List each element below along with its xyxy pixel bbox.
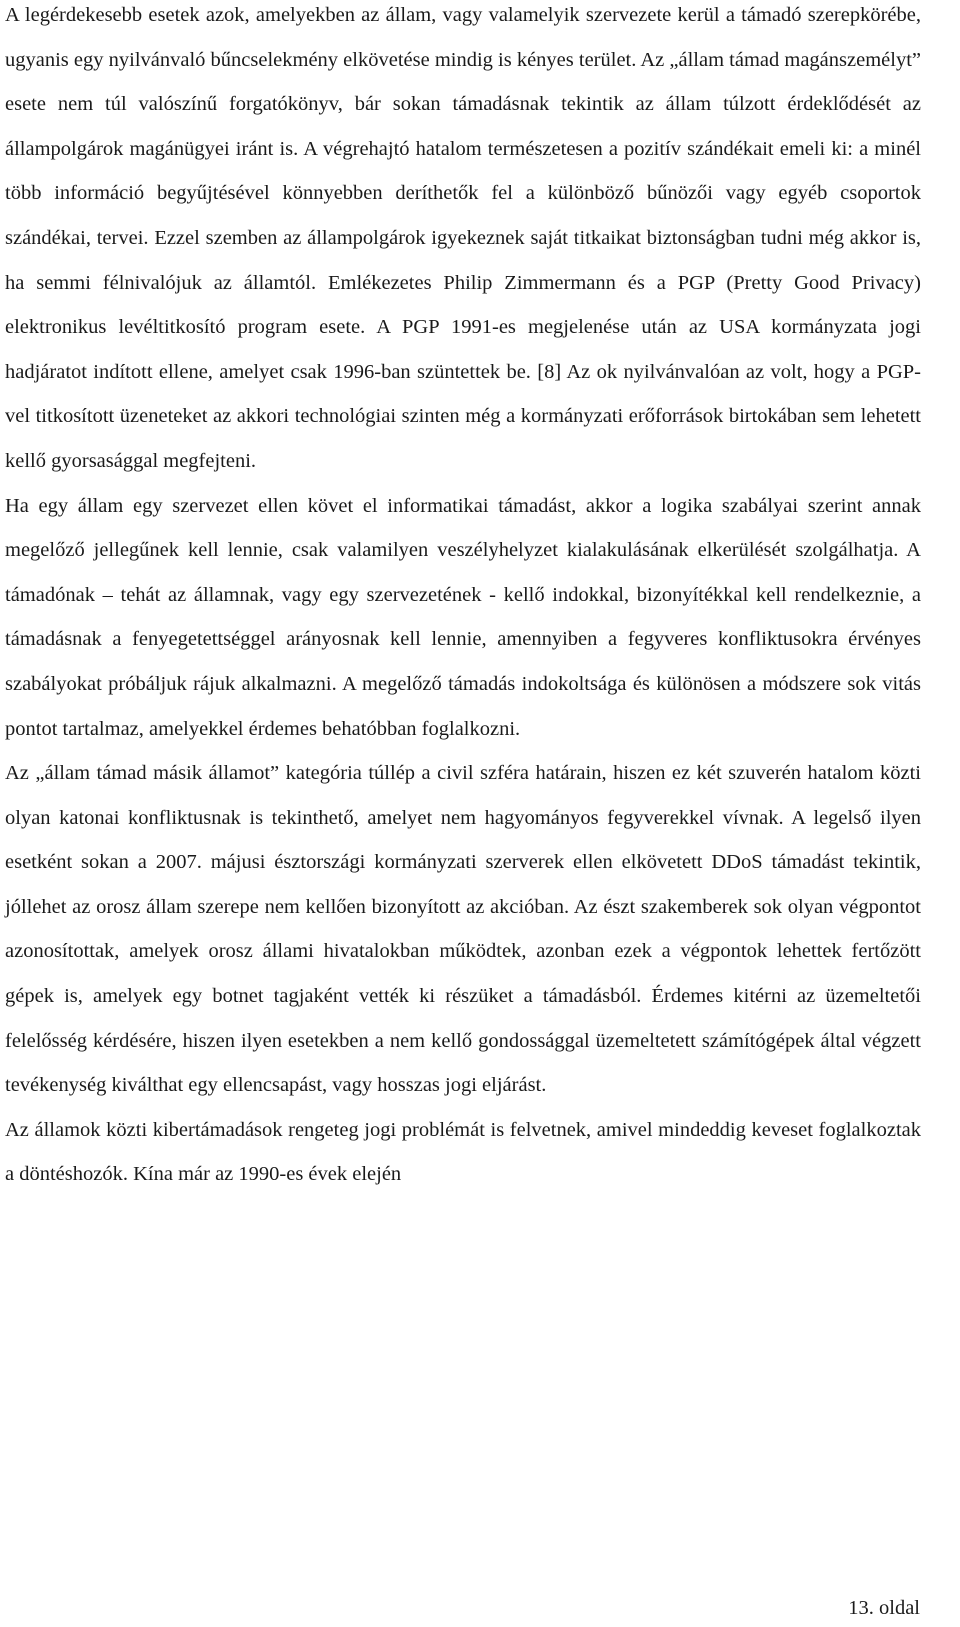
paragraph-state-vs-organization: Ha egy állam egy szervezet ellen követ el informatikai támadást, akkor a logika szabályai szerint annak megelőző jellegűnek kell lennie, csak valamilyen veszélyhelyzet kialakulásának elkerülését szolgálhatja. A támadónak – tehát az államnak, vagy egy szervezetének - kellő indokkal, bizonyítékkal kell rendelkeznie, a támadásnak a fenyegetettséggel arányosnak kell lennie, amennyiben a fegyveres konfliktusokra érvényes szabályokat próbáljuk rájuk alkalmazni. A megelőző támadás indokoltsága és különösen a módszere sok vitás pontot tartalmaz, amelyekkel érdemes behatóbban foglalkozni. <box>5 494 921 740</box>
paragraph-interstate-cyberattacks: Az államok közti kibertámadások rengeteg jogi problémát is felvetnek, amivel mindeddig keveset foglalkoztak a döntéshozók. Kína már az 1990-es évek elején <box>5 1118 921 1186</box>
paragraph-state-as-attacker: A legérdekesebb esetek azok, amelyekben az állam, vagy valamelyik szervezete kerül a támadó szerepkörébe, ugyanis egy nyilvánvaló bűncselekmény elkövetése mindig is kényes terület. Az „állam támad magánszemélyt” esete nem túl valószínű forgatókönyv, bár sokan támadásnak tekintik az állam túlzott érdeklődését az állampolgárok magánügyei iránt is. A végrehajtó hatalom természetesen a pozitív szándékait emeli ki: a minél több információ begyűjtésével könnyebben deríthetők fel a különböző bűnözői vagy egyéb csoportok szándékai, tervei. Ezzel szemben az állampolgárok igyekeznek saját titkaikat biztonságban tudni még akkor is, ha semmi félnivalójuk az államtól. Emlékezetes Philip Zimmermann és a PGP (Pretty Good Privacy) elektronikus levéltitkosító program esete. A PGP 1991-es megjelenése után az USA kormányzata jogi hadjáratot indított ellene, amelyet csak 1996-ban szüntettek be. [8] Az ok nyilvánvalóan az volt, hogy a PGP-vel titkosított üzeneteket az akkori technológiai szinten még a kormányzati erőforrások birtokában sem lehetett kellő gyorsasággal megfejteni. <box>5 4 921 472</box>
page-number: 13. oldal <box>848 1597 920 1619</box>
paragraph-state-vs-state: Az „állam támad másik államot” kategória túllép a civil szféra határain, hiszen ez két szuverén hatalom közti olyan katonai konfliktusnak is tekinthető, amelyet nem hagyományos fegyverekkel vívnak. A legelső ilyen esetként sokan a 2007. májusi észtországi kormányzati szerverek ellen elkövetett DDoS támadást tekintik, jóllehet az orosz állam szerepe nem kellően bizonyított az akcióban. Az észt szakemberek sok olyan végpontot azonosítottak, amelyek orosz állami hivatalokban működtek, azonban ezek a végpontok lehettek fertőzött gépek is, amelyek egy botnet tagjaként vették ki részüket a támadásból. Érdemes kitérni az üzemeltetői felelősség kérdésére, hiszen ilyen esetekben a nem kellő gondossággal üzemeltetett számítógépek által végzett tevékenység kiválthat egy ellencsapást, vagy hosszas jogi eljárást. <box>5 762 921 1097</box>
document-page <box>5 0 921 1197</box>
